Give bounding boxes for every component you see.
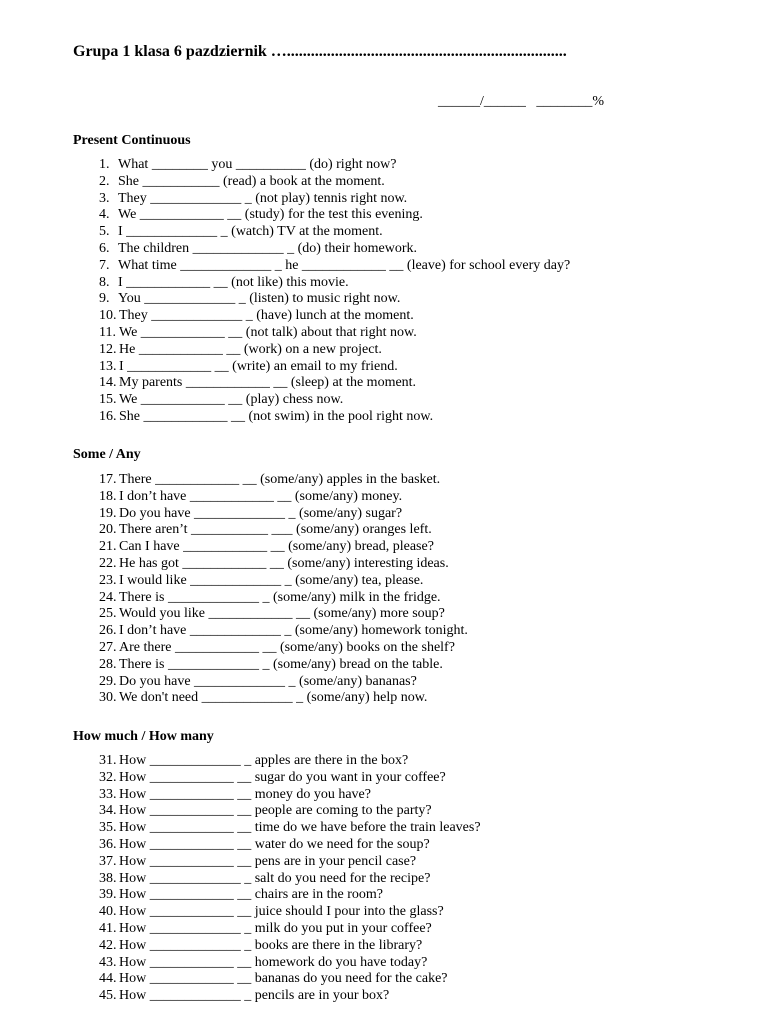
exercise-text: I don’t have _____________ _ (some/any) homework tonight. [119, 623, 468, 639]
exercise-item [99, 308, 570, 325]
exercise-text: There aren’t ___________ ___ (some/any) oranges left. [119, 522, 432, 538]
exercise-list-present-continuous [99, 157, 570, 426]
exercise-list-how-much-how-many [99, 753, 481, 1005]
exercise-number: 9. [99, 291, 110, 307]
exercise-item [99, 753, 481, 770]
exercise-item [99, 938, 481, 955]
exercise-text: How ____________ __ time do we have before the train leaves? [119, 820, 481, 836]
exercise-number: 31. [99, 753, 117, 768]
exercise-text: Do you have _____________ _ (some/any) bananas? [119, 673, 417, 689]
exercise-item [99, 224, 570, 241]
exercise-number: 22. [99, 555, 117, 571]
exercise-number: 17. [99, 472, 117, 487]
exercise-number: 27. [99, 639, 117, 655]
exercise-text: You _____________ _ (listen) to music right now. [118, 291, 401, 307]
exercise-text: How ____________ __ chairs are in the room? [119, 887, 383, 903]
exercise-text: I _____________ _ (watch) TV at the moment. [118, 224, 383, 240]
exercise-item [99, 904, 481, 921]
exercise-number: 24. [99, 589, 117, 605]
exercise-number: 30. [99, 690, 117, 706]
exercise-text: I ____________ __ (not like) this movie. [118, 274, 349, 290]
exercise-number: 14. [99, 375, 117, 391]
exercise-text: How ____________ __ homework do you have today? [119, 954, 428, 970]
exercise-number: 29. [99, 673, 117, 689]
exercise-text: She ___________ (read) a book at the moment. [118, 173, 385, 189]
exercise-text: We don't need _____________ _ (some/any) help now. [119, 690, 428, 706]
exercise-number: 18. [99, 488, 117, 504]
exercise-text: What ________ you __________ (do) right now? [118, 157, 397, 172]
exercise-text: How _____________ _ pencils are in your box? [119, 988, 390, 1004]
exercise-number: 6. [99, 240, 110, 256]
exercise-text: We ____________ __ (not talk) about that right now. [119, 324, 417, 340]
exercise-number: 38. [99, 870, 117, 886]
exercise-item [99, 472, 468, 489]
exercise-item [99, 489, 468, 506]
exercise-item [99, 174, 570, 191]
exercise-number: 4. [99, 207, 110, 223]
exercise-item [99, 207, 570, 224]
exercise-item [99, 325, 570, 342]
exercise-text: How ____________ __ money do you have? [119, 786, 371, 802]
exercise-text: They _____________ _ (have) lunch at the moment. [119, 308, 414, 324]
exercise-item [99, 988, 481, 1005]
exercise-item [99, 657, 468, 674]
exercise-text: How ____________ __ pens are in your pencil case? [119, 853, 417, 869]
exercise-number: 3. [99, 190, 110, 206]
exercise-text: How _____________ _ books are there in the library? [119, 937, 423, 953]
exercise-number: 2. [99, 173, 110, 189]
exercise-number: 28. [99, 656, 117, 672]
exercise-number: 25. [99, 606, 117, 622]
worksheet-title: Grupa 1 klasa 6 pazdziernik …...................................................................... [73, 43, 567, 60]
exercise-text: How ____________ __ water do we need for the soup? [119, 836, 430, 852]
exercise-item [99, 590, 468, 607]
exercise-text: How ____________ __ people are coming to the party? [119, 803, 432, 819]
section-heading-some-any: Some / Any [73, 447, 141, 462]
exercise-text: What time _____________ _ he ____________ __ (leave) for school every day? [118, 257, 571, 273]
exercise-text: Can I have ____________ __ (some/any) bread, please? [119, 539, 434, 555]
exercise-item [99, 359, 570, 376]
exercise-text: She ____________ __ (not swim) in the pool right now. [119, 408, 434, 424]
exercise-number: 37. [99, 853, 117, 869]
exercise-number: 16. [99, 408, 117, 424]
exercise-text: He ____________ __ (work) on a new project. [119, 341, 382, 357]
exercise-item [99, 342, 570, 359]
exercise-item [99, 606, 468, 623]
exercise-item [99, 556, 468, 573]
exercise-text: I don’t have ____________ __ (some/any) money. [119, 488, 403, 504]
exercise-number: 42. [99, 937, 117, 953]
exercise-item [99, 573, 468, 590]
exercise-number: 19. [99, 505, 117, 521]
exercise-number: 10. [99, 308, 117, 324]
exercise-number: 45. [99, 988, 117, 1004]
exercise-number: 43. [99, 954, 117, 970]
exercise-item [99, 506, 468, 523]
exercise-item [99, 803, 481, 820]
exercise-number: 13. [99, 358, 117, 374]
exercise-item [99, 275, 570, 292]
exercise-item [99, 157, 570, 174]
exercise-text: How ____________ __ sugar do you want in your coffee? [119, 769, 446, 785]
exercise-item [99, 674, 468, 691]
exercise-text: How ____________ __ juice should I pour into the glass? [119, 904, 444, 920]
exercise-text: I would like _____________ _ (some/any) tea, please. [119, 572, 424, 588]
exercise-item [99, 787, 481, 804]
exercise-number: 26. [99, 623, 117, 639]
exercise-number: 32. [99, 769, 117, 785]
exercise-number: 7. [99, 257, 110, 273]
exercise-item [99, 191, 570, 208]
exercise-number: 41. [99, 920, 117, 936]
exercise-text: There ____________ __ (some/any) apples in the basket. [119, 472, 441, 487]
exercise-text: There is _____________ _ (some/any) bread on the table. [119, 656, 443, 672]
exercise-number: 15. [99, 392, 117, 408]
exercise-item [99, 690, 468, 707]
section-heading-how-much-how-many: How much / How many [73, 729, 214, 744]
exercise-item [99, 291, 570, 308]
exercise-item [99, 640, 468, 657]
section-heading-present-continuous: Present Continuous [73, 133, 191, 148]
exercise-text: He has got ____________ __ (some/any) interesting ideas. [119, 555, 449, 571]
exercise-number: 1. [99, 157, 110, 172]
exercise-text: How _____________ _ milk do you put in your coffee? [119, 920, 432, 936]
exercise-number: 20. [99, 522, 117, 538]
exercise-number: 36. [99, 836, 117, 852]
exercise-item [99, 409, 570, 426]
exercise-item [99, 623, 468, 640]
exercise-text: They _____________ _ (not play) tennis right now. [118, 190, 408, 206]
exercise-list-some-any [99, 472, 468, 707]
exercise-number: 34. [99, 803, 117, 819]
exercise-item [99, 820, 481, 837]
exercise-text: We ____________ __ (study) for the test this evening. [118, 207, 423, 223]
exercise-text: I ____________ __ (write) an email to my friend. [119, 358, 398, 374]
exercise-item [99, 837, 481, 854]
exercise-item [99, 854, 481, 871]
exercise-text: There is _____________ _ (some/any) milk in the fridge. [119, 589, 441, 605]
exercise-text: Do you have _____________ _ (some/any) sugar? [119, 505, 403, 521]
exercise-text: Are there ____________ __ (some/any) books on the shelf? [119, 639, 455, 655]
exercise-item [99, 258, 570, 275]
exercise-number: 11. [99, 324, 116, 340]
exercise-number: 23. [99, 572, 117, 588]
exercise-text: How _____________ _ salt do you need for the recipe? [119, 870, 431, 886]
exercise-item [99, 375, 570, 392]
exercise-item [99, 971, 481, 988]
exercise-item [99, 921, 481, 938]
exercise-text: My parents ____________ __ (sleep) at the moment. [119, 375, 417, 391]
exercise-item [99, 241, 570, 258]
exercise-text: The children _____________ _ (do) their homework. [118, 240, 417, 256]
exercise-number: 35. [99, 820, 117, 836]
exercise-number: 40. [99, 904, 117, 920]
exercise-item [99, 392, 570, 409]
exercise-item [99, 770, 481, 787]
exercise-item [99, 955, 481, 972]
exercise-number: 5. [99, 224, 110, 240]
exercise-item [99, 887, 481, 904]
score-line: ______/______ ________% [438, 94, 605, 109]
exercise-text: How ____________ __ bananas do you need for the cake? [119, 971, 448, 987]
exercise-number: 12. [99, 341, 117, 357]
exercise-number: 33. [99, 786, 117, 802]
exercise-number: 8. [99, 274, 110, 290]
exercise-text: How _____________ _ apples are there in the box? [119, 753, 409, 768]
exercise-item [99, 871, 481, 888]
exercise-number: 39. [99, 887, 117, 903]
exercise-text: Would you like ____________ __ (some/any) more soup? [119, 606, 445, 622]
exercise-item [99, 539, 468, 556]
exercise-text: We ____________ __ (play) chess now. [119, 392, 344, 408]
exercise-number: 21. [99, 539, 117, 555]
exercise-item [99, 522, 468, 539]
exercise-number: 44. [99, 971, 117, 987]
